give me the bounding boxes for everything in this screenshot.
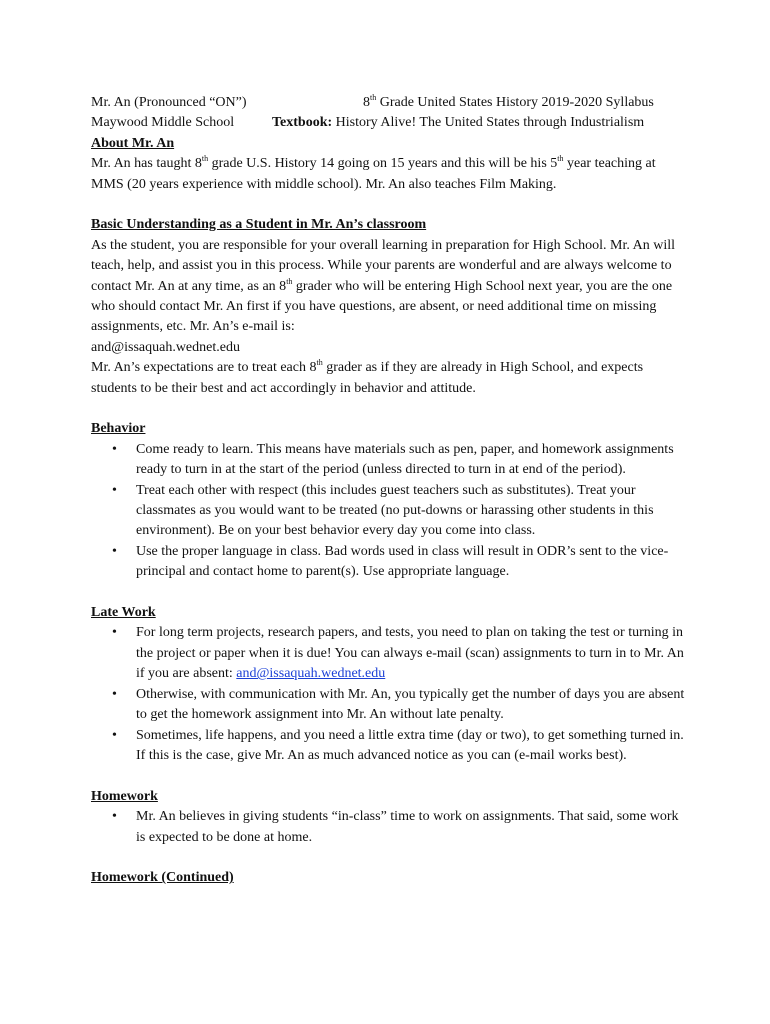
basic-paragraph-1: As the student, you are responsible for your overall learning in preparation for High School. Mr. An will teach, help, and assist you in this process. While your parents are wonderful and are always welcome to contact Mr. An at any time, as an 8th grader who will be entering High School next year, you are the one who should contact Mr. An first if you have questions, are absent, or need additional time on missing assignments, etc. Mr. An’s e-mail is: xyxy=(91,237,675,335)
list-item: • Mr. An believes in giving students “in-class” time to work on assignments. That said, some work is expected to be done at home. xyxy=(112,809,679,845)
teacher-name: Mr. An (Pronounced “ON”) xyxy=(91,95,247,110)
bullet-icon: • xyxy=(112,625,117,641)
basic-paragraph-2: Mr. An’s expectations are to treat each 8th grader as if they are already in High School, and expects students to be their best and act accordingly in behavior and attitude. xyxy=(91,358,644,396)
behavior-list xyxy=(91,440,691,583)
list-item: • For long term projects, research papers, and tests, you need to plan on taking the test or turning in the project or paper when it is due! You can always e-mail (scan) assignments to turn in to Mr. An if you are absent: and@issaquah.wednet.edu xyxy=(112,625,684,682)
late-work-heading: Late Work xyxy=(91,605,156,621)
behavior-heading: Behavior xyxy=(91,421,146,437)
bullet-icon: • xyxy=(112,543,117,559)
bullet-icon: • xyxy=(112,727,117,743)
list-item: • Treat each other with respect (this includes guest teachers such as substitutes). Treat your classmates as you would want to be treated (no put-downs or harassing other students in this environment). Be on your best behavior every day you come into class. xyxy=(112,482,654,539)
list-item: • Come ready to learn. This means have materials such as pen, paper, and homework assignments ready to turn in at the start of the period (unless directed to turn in at end of the period). xyxy=(112,441,674,478)
bullet-icon: • xyxy=(112,482,117,498)
homework-list xyxy=(91,807,691,848)
homework-continued-heading: Homework (Continued) xyxy=(91,870,234,886)
email-link[interactable]: and@issaquah.wednet.edu xyxy=(236,666,386,682)
list-item: • Use the proper language in class. Bad words used in class will result in ODR’s sent to the vice-principal and contact home to parent(s). Use appropriate language. xyxy=(112,543,669,580)
homework-heading: Homework xyxy=(91,788,158,804)
list-item: • Sometimes, life happens, and you need a little extra time (day or two), to get something turned in. If this is the case, give Mr. An as much advanced notice as you can (e-mail works best). xyxy=(112,727,684,763)
bullet-icon: • xyxy=(112,686,117,702)
header-line-1 xyxy=(91,93,691,113)
about-heading: About Mr. An xyxy=(91,135,175,151)
about-paragraph: Mr. An has taught 8th grade U.S. History 14 going on 15 years and this will be his 5th year teaching at MMS (20 years experience with middle school). Mr. An also teaches Film Making. xyxy=(91,154,656,192)
course-title: 8th Grade United States History 2019-2020 Syllabus xyxy=(363,93,654,110)
basic-understanding-heading: Basic Understanding as a Student in Mr. An’s classroom xyxy=(91,217,427,233)
late-work-list xyxy=(91,623,691,766)
contact-email-text: and@issaquah.wednet.edu xyxy=(91,339,240,355)
bullet-icon: • xyxy=(112,809,117,825)
list-item: • Otherwise, with communication with Mr. An, you typically get the number of days you are absent to get the homework assignment into Mr. An without late penalty. xyxy=(112,686,685,723)
textbook-line: Textbook: History Alive! The United States through Industrialism xyxy=(272,115,645,131)
school-name: Maywood Middle School xyxy=(91,115,235,131)
header-line-2 xyxy=(91,113,691,133)
bullet-icon: • xyxy=(112,441,117,457)
syllabus-page xyxy=(91,93,691,889)
